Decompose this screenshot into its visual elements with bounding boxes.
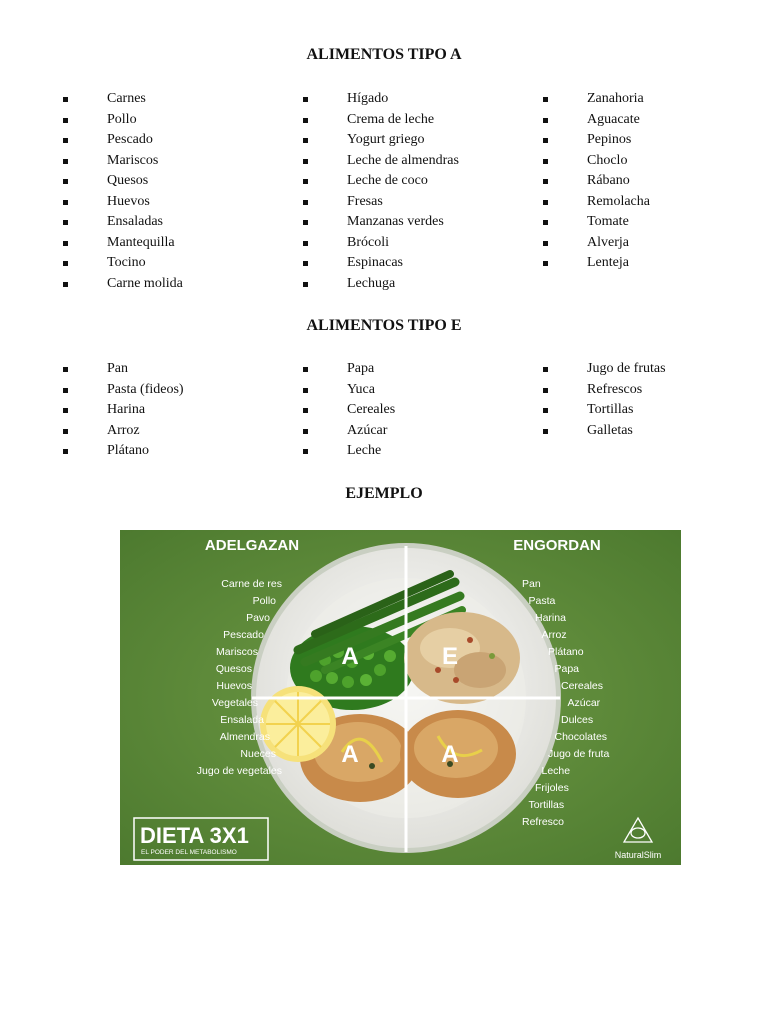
bullet-icon xyxy=(303,220,308,225)
bullet-icon xyxy=(543,367,548,372)
list-item-text: Arroz xyxy=(107,422,140,438)
poster-food-item: Papa xyxy=(554,663,580,675)
list-item xyxy=(107,171,183,192)
bullet-icon xyxy=(303,408,308,413)
poster-food-item: Nueces xyxy=(240,748,276,760)
list-item xyxy=(107,400,184,421)
list-item xyxy=(107,151,183,172)
bullet-icon xyxy=(543,241,548,246)
list-item xyxy=(347,359,395,380)
section-e-list-1 xyxy=(107,359,184,462)
list-item-text: Tortillas xyxy=(587,402,634,417)
list-item-text: Manzanas verdes xyxy=(347,214,444,229)
list-item-text: Choclo xyxy=(587,152,628,168)
bullet-icon xyxy=(543,179,548,184)
bullet-icon xyxy=(63,449,68,454)
bullet-icon xyxy=(303,97,308,102)
list-item xyxy=(107,212,183,233)
list-item xyxy=(347,110,459,131)
poster-food-item: Harina xyxy=(535,612,566,624)
list-item xyxy=(107,253,183,274)
bullet-icon xyxy=(543,97,548,102)
list-item xyxy=(587,192,650,213)
list-item-text: Leche de coco xyxy=(347,173,428,188)
poster-food-item: Huevos xyxy=(216,680,252,692)
poster-food-item: Jugo de fruta xyxy=(548,748,610,760)
list-item-text: Carnes xyxy=(107,91,146,106)
bullet-icon xyxy=(543,408,548,413)
list-item-text: Jugo de frutas xyxy=(587,361,666,376)
list-item xyxy=(107,110,183,131)
list-item-text: Pan xyxy=(107,361,128,376)
list-item xyxy=(107,441,184,462)
poster-food-item: Plátano xyxy=(548,646,584,658)
bullet-icon xyxy=(63,429,68,434)
list-item xyxy=(587,212,650,233)
left-heading: ADELGAZAN xyxy=(204,537,300,554)
list-item xyxy=(587,380,666,401)
bullet-icon xyxy=(63,220,68,225)
poster-food-item: Pan xyxy=(522,578,541,590)
list-item xyxy=(107,130,183,151)
list-item xyxy=(347,253,459,274)
list-item xyxy=(107,421,184,442)
list-item-text: Pollo xyxy=(107,111,137,127)
list-item xyxy=(587,89,650,110)
logo-text: NaturalSlim xyxy=(614,850,662,860)
bullet-icon xyxy=(63,138,68,143)
list-item xyxy=(347,274,459,295)
bullet-icon xyxy=(543,388,548,393)
list-item xyxy=(107,359,184,380)
list-item xyxy=(107,233,183,254)
poster-food-item: Frijoles xyxy=(535,782,569,794)
poster-food-item: Pescado xyxy=(223,629,264,641)
list-item-text: Tocino xyxy=(107,255,146,270)
bullet-icon xyxy=(63,388,68,393)
list-item-text: Lechuga xyxy=(347,275,396,291)
bullet-icon xyxy=(303,282,308,287)
bullet-icon xyxy=(63,367,68,372)
list-item-text: Azúcar xyxy=(347,422,388,438)
diet-plate-poster xyxy=(120,530,681,865)
list-item xyxy=(587,110,650,131)
list-item xyxy=(347,441,395,462)
section-a-title: ALIMENTOS TIPO A xyxy=(306,46,462,63)
poster-food-item: Pollo xyxy=(252,595,276,607)
bullet-icon xyxy=(543,200,548,205)
list-item-text: Rábano xyxy=(587,173,630,188)
list-item-text: Pescado xyxy=(107,132,153,147)
bullet-icon xyxy=(543,220,548,225)
list-item-text: Brócoli xyxy=(347,234,389,250)
poster-food-item: Cereales xyxy=(561,680,604,692)
poster-food-item: Tortillas xyxy=(528,799,565,811)
list-item-text: Refrescos xyxy=(587,381,643,397)
example-title: EJEMPLO xyxy=(345,485,423,502)
rice-food xyxy=(404,612,520,704)
poster-food-item: Dulces xyxy=(561,714,594,726)
list-item-text: Pasta (fideos) xyxy=(107,381,184,397)
list-item xyxy=(587,130,650,151)
list-item xyxy=(347,380,395,401)
bullet-icon xyxy=(303,200,308,205)
list-item-text: Ensaladas xyxy=(107,214,163,229)
bullet-icon xyxy=(63,408,68,413)
list-item-text: Aguacate xyxy=(587,111,640,127)
bullet-icon xyxy=(303,118,308,123)
bullet-icon xyxy=(303,138,308,143)
section-a-list-2 xyxy=(347,89,459,294)
quadrant-label-top-right: E xyxy=(441,643,459,670)
bullet-icon xyxy=(303,367,308,372)
list-item xyxy=(347,421,395,442)
list-item xyxy=(587,421,666,442)
right-heading: ENGORDAN xyxy=(513,537,601,554)
list-item xyxy=(107,192,183,213)
list-item-text: Plátano xyxy=(107,443,149,458)
list-item xyxy=(107,274,183,295)
list-item-text: Espinacas xyxy=(347,255,403,270)
bullet-icon xyxy=(543,429,548,434)
list-item xyxy=(107,89,183,110)
bullet-icon xyxy=(63,179,68,184)
list-item xyxy=(347,130,459,151)
poster-food-item: Chocolates xyxy=(554,731,608,743)
list-item xyxy=(347,171,459,192)
list-item xyxy=(347,151,459,172)
list-item-text: Yogurt griego xyxy=(347,132,425,147)
poster-food-item: Vegetales xyxy=(211,697,258,709)
poster-food-item: Arroz xyxy=(541,629,567,641)
list-item-text: Yuca xyxy=(347,381,375,397)
brand-title: DIETA 3X1 xyxy=(140,823,249,848)
poster-food-item: Quesos xyxy=(215,663,252,675)
list-item xyxy=(347,400,395,421)
quadrant-label-bottom-left: A xyxy=(341,741,359,768)
list-item-text: Carne molida xyxy=(107,275,183,291)
list-item xyxy=(347,192,459,213)
list-item-text: Zanahoria xyxy=(587,91,644,106)
bullet-icon xyxy=(63,261,68,266)
list-item-text: Pepinos xyxy=(587,132,632,147)
quadrant-label-bottom-right: A xyxy=(441,741,459,768)
list-item xyxy=(347,89,459,110)
list-item xyxy=(587,400,666,421)
list-item xyxy=(347,212,459,233)
bullet-icon xyxy=(63,200,68,205)
poster-food-item: Refresco xyxy=(522,816,565,828)
brand-subtitle: EL PODER DEL METABOLISMO xyxy=(141,849,237,856)
section-e-list-3 xyxy=(587,359,666,441)
list-item-text: Mantequilla xyxy=(107,234,175,250)
list-item-text: Leche de almendras xyxy=(347,152,459,168)
poster-food-item: Pavo xyxy=(246,612,270,624)
bullet-icon xyxy=(543,261,548,266)
list-item-text: Tomate xyxy=(587,214,629,229)
list-item xyxy=(587,233,650,254)
poster-food-item: Leche xyxy=(541,765,571,777)
poster-food-item: Jugo de vegetales xyxy=(196,765,282,777)
bullet-icon xyxy=(303,159,308,164)
list-item-text: Cereales xyxy=(347,402,396,417)
bullet-icon xyxy=(543,138,548,143)
list-item xyxy=(587,151,650,172)
quadrant-label-top-left: A xyxy=(341,643,359,670)
list-item-text: Quesos xyxy=(107,173,149,188)
list-item-text: Lenteja xyxy=(587,255,629,270)
bullet-icon xyxy=(303,388,308,393)
bullet-icon xyxy=(303,261,308,266)
list-item xyxy=(587,253,650,274)
poster-food-item: Mariscos xyxy=(215,646,258,658)
poster-food-item: Almendras xyxy=(219,731,270,743)
list-item xyxy=(347,233,459,254)
bullet-icon xyxy=(63,159,68,164)
list-item-text: Harina xyxy=(107,402,146,417)
poster-food-item: Azúcar xyxy=(567,697,601,709)
list-item xyxy=(107,380,184,401)
bullet-icon xyxy=(303,179,308,184)
section-a-list-1 xyxy=(107,89,183,294)
bullet-icon xyxy=(63,118,68,123)
list-item-text: Alverja xyxy=(587,234,629,250)
bullet-icon xyxy=(303,449,308,454)
list-item-text: Leche xyxy=(347,443,382,458)
list-item-text: Crema de leche xyxy=(347,111,435,127)
bullet-icon xyxy=(543,118,548,123)
section-a-list-3 xyxy=(587,89,650,274)
poster-food-item: Carne de res xyxy=(221,578,282,590)
bullet-icon xyxy=(303,241,308,246)
list-item-text: Huevos xyxy=(107,193,150,209)
list-item-text: Hígado xyxy=(347,91,389,106)
list-item xyxy=(587,359,666,380)
poster-food-item: Pasta xyxy=(528,595,556,607)
section-e-list-2 xyxy=(347,359,395,462)
list-item-text: Papa xyxy=(347,361,375,376)
poster-food-item: Ensalada xyxy=(220,714,264,726)
list-item xyxy=(587,171,650,192)
list-item-text: Mariscos xyxy=(107,152,159,168)
bullet-icon xyxy=(303,429,308,434)
bullet-icon xyxy=(63,282,68,287)
list-item-text: Remolacha xyxy=(587,193,650,209)
list-item-text: Galletas xyxy=(587,422,633,438)
list-item-text: Fresas xyxy=(347,193,383,209)
bullet-icon xyxy=(543,159,548,164)
bullet-icon xyxy=(63,97,68,102)
section-e-title: ALIMENTOS TIPO E xyxy=(306,317,462,334)
bullet-icon xyxy=(63,241,68,246)
